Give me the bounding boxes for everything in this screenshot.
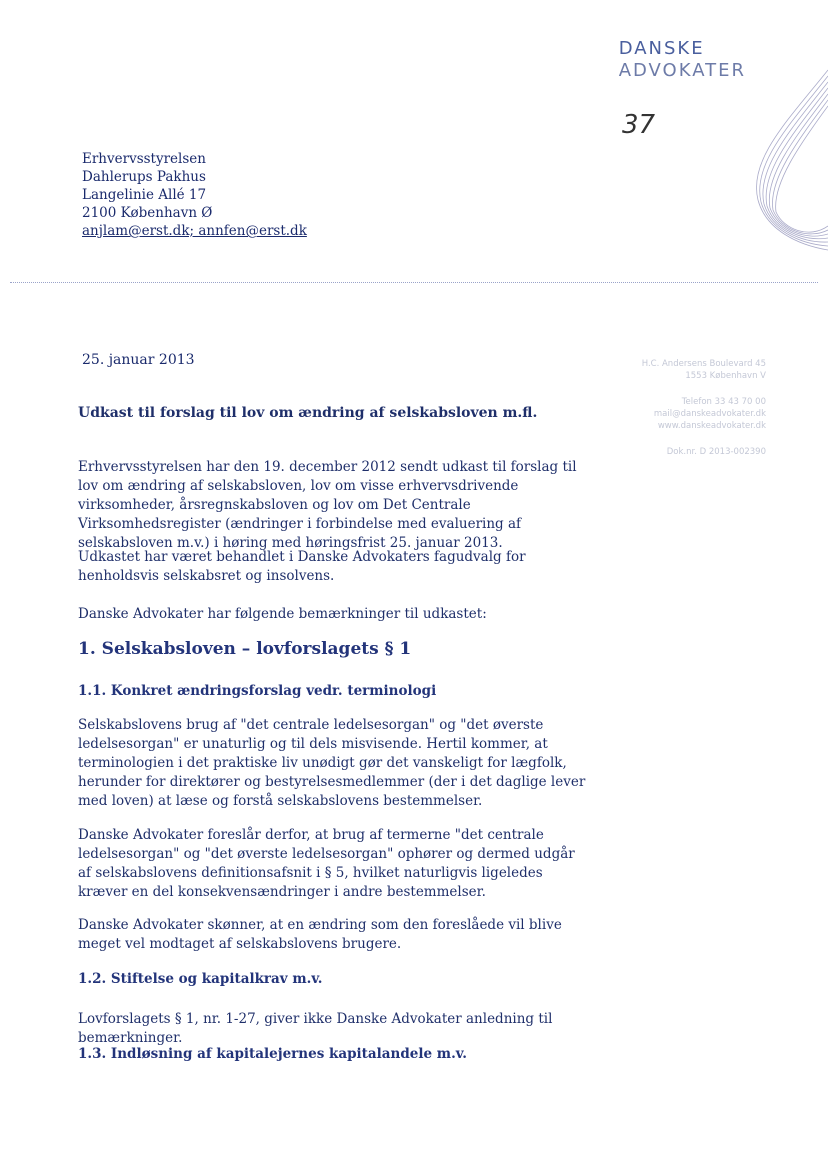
handwritten-annotation: 37 — [622, 110, 656, 140]
logo-line1: DANSKE — [618, 38, 705, 59]
paragraph: Erhvervsstyrelsen har den 19. december 2012 sendt udkast til forslag til lov om ændring af selskabsloven, lov om visse erhvervsdrivende virksomheder, årsregnskabsloven og lov om Det Centrale Virksomhedsregister (ændringer i forbindelse med evaluering af selskabsloven m.v.) i høring med høringsfrist 25. januar 2013. — [78, 459, 577, 551]
logo-swoosh-graphic — [718, 60, 828, 260]
paragraph: Udkastet har været behandlet i Danske Advokaters fagudvalg for henholdsvis selskabsret og insolvens. — [78, 549, 526, 584]
recipient-line: Langelinie Allé 17 — [82, 187, 207, 203]
recipient-line: Dahlerups Pakhus — [82, 169, 206, 185]
logo-line2: ADVOKATER — [618, 60, 746, 81]
recipient-address — [82, 150, 307, 240]
letter-date: 25. januar 2013 — [82, 352, 195, 368]
recipient-line: 2100 København Ø — [82, 205, 213, 221]
sender-email: mail@danskeadvokater.dk — [653, 409, 766, 419]
sender-street: H.C. Andersens Boulevard 45 — [641, 359, 766, 369]
subsection-heading: 1.1. Konkret ændringsforslag vedr. terminologi — [78, 683, 437, 699]
recipient-emails[interactable]: anjlam@erst.dk; annfen@erst.dk — [82, 223, 307, 239]
paragraph: Danske Advokater foreslår derfor, at brug af termerne "det centrale ledelsesorgan" og "det øverste ledelsesorgan" ophører og dermed udgår af selskabslovens definitionsafsnit i § 5, hvilket naturligvis ligeledes kræver en del konsekvensændringer i andre bestemmelser. — [78, 827, 575, 900]
paragraph: Lovforslagets § 1, nr. 1-27, giver ikke Danske Advokater anledning til bemærkninger. — [78, 1011, 553, 1046]
sender-phone: Telefon 33 43 70 00 — [681, 397, 766, 407]
document-number: Dok.nr. D 2013-002390 — [666, 447, 766, 457]
paragraph: Selskabslovens brug af "det centrale ledelsesorgan" og "det øverste ledelsesorgan" er unaturlig og til dels misvisende. Hertil kommer, at terminologien i det praktiske liv unødigt gør det vanskeligt for lægfolk, herunder for direktører og bestyrelsesmedlemmer (der i det daglige lever med loven) at læse og forstå selskabslovens bestemmelser. — [78, 717, 586, 809]
sender-city: 1553 København V — [685, 371, 766, 381]
sender-web: www.danskeadvokater.dk — [657, 421, 766, 431]
recipient-line: Erhvervsstyrelsen — [82, 151, 206, 167]
header-divider — [10, 282, 818, 283]
subsection-heading: 1.2. Stiftelse og kapitalkrav m.v. — [78, 971, 323, 987]
letter-subject: Udkast til forslag til lov om ændring af selskabsloven m.fl. — [78, 405, 538, 421]
section-heading: 1. Selskabsloven – lovforslagets § 1 — [78, 639, 412, 659]
paragraph: Danske Advokater skønner, at en ændring som den foreslåede vil blive meget vel modtaget af selskabslovens brugere. — [78, 917, 562, 952]
sender-contact-info — [566, 358, 766, 458]
subsection-heading: 1.3. Indløsning af kapitalejernes kapitalandele m.v. — [78, 1046, 467, 1062]
paragraph: Danske Advokater har følgende bemærkninger til udkastet: — [78, 606, 487, 622]
